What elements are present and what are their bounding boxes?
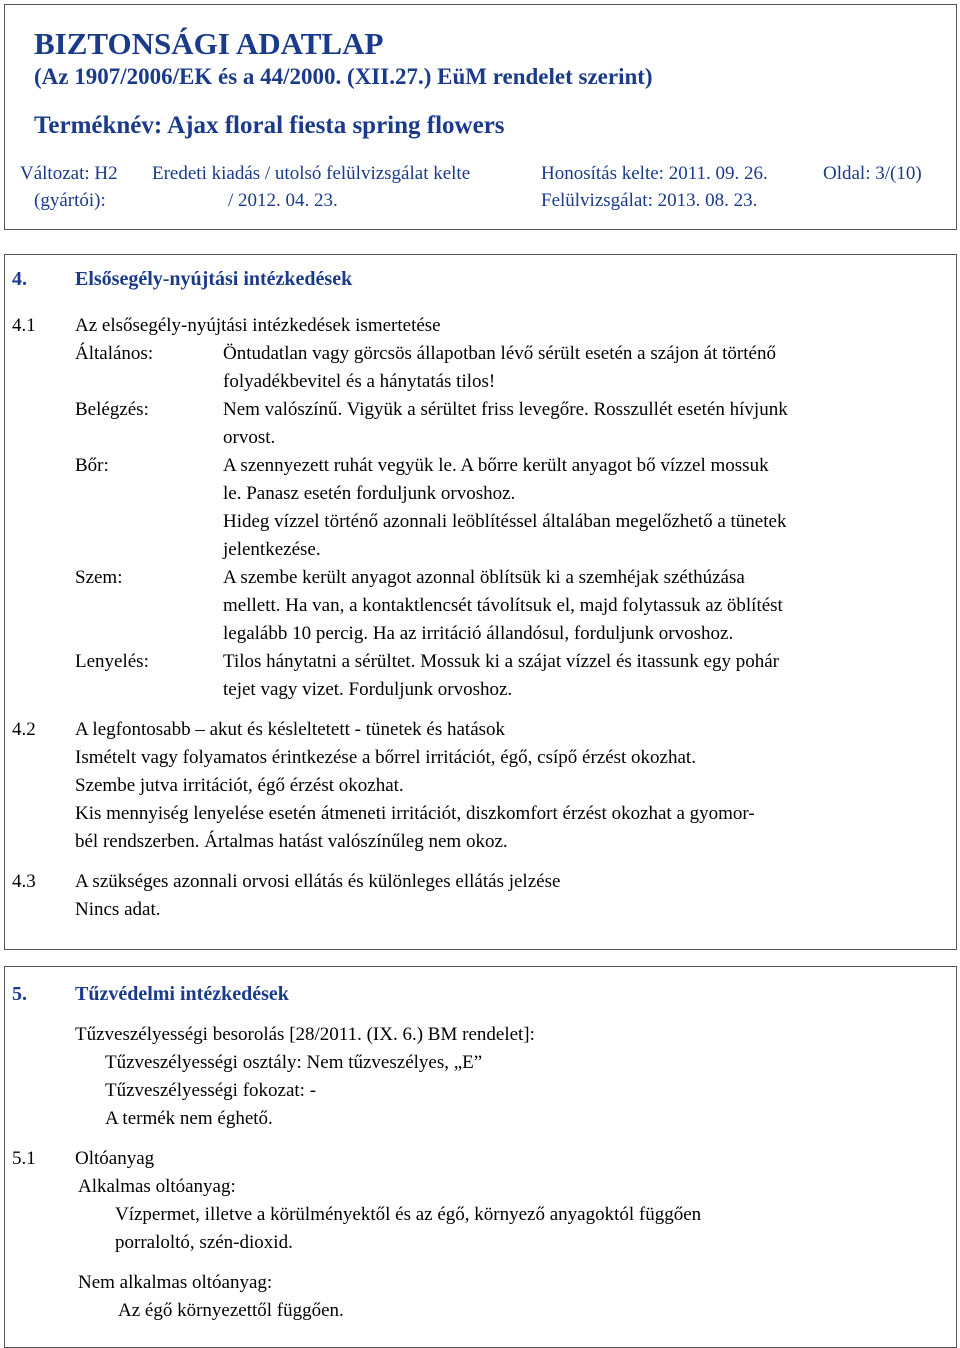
fire-class-title: Tűzveszélyességi besorolás [28/2011. (IX. 6.) BM rendelet]:	[75, 1024, 535, 1045]
fire-class-line-3: A termék nem éghető.	[105, 1108, 273, 1129]
product-name: Terméknév: Ajax floral fiesta spring flowers	[34, 112, 505, 139]
ingestion-text-2: tejet vagy vizet. Forduljunk orvoshoz.	[223, 679, 513, 700]
fire-class-line-2: Tűzveszélyességi fokozat: -	[105, 1080, 317, 1101]
version-label: Változat: H2	[20, 163, 118, 184]
suitable-media-text-1: Vízpermet, illetve a körülményektől és az égő, környező anyagoktól függően	[115, 1204, 702, 1225]
eye-text-3: legalább 10 percig. Ha az irritáció állandósul, forduljunk orvoshoz.	[223, 623, 734, 644]
section-4-2-title: A legfontosabb – akut és késleltetett - tünetek és hatások	[75, 719, 506, 740]
section-5-1-number: 5.1	[12, 1148, 36, 1169]
suitable-media-text-2: porraloltó, szén-dioxid.	[115, 1232, 293, 1253]
section-4-2-text-2: Szembe jutva irritációt, égő érzést okozhat.	[75, 775, 404, 796]
skin-label: Bőr:	[75, 455, 109, 476]
section-4-number: 4.	[12, 268, 27, 290]
section-4-1-number: 4.1	[12, 315, 36, 336]
validation-date: Honosítás kelte: 2011. 09. 26.	[541, 163, 768, 184]
ingestion-label: Lenyelés:	[75, 651, 149, 672]
general-text-1: Öntudatlan vagy görcsös állapotban lévő sérült esetén a szájon át történő	[223, 343, 776, 364]
eye-text-1: A szembe került anyagot azonnal öblítsük ki a szemhéjak széthúzása	[223, 567, 745, 588]
original-issue-label: Eredeti kiadás / utolsó felülvizsgálat kelte	[152, 163, 471, 184]
ingestion-text-1: Tilos hánytatni a sérültet. Mossuk ki a szájat vízzel és itassunk egy pohár	[223, 651, 780, 672]
unsuitable-media-label: Nem alkalmas oltóanyag:	[78, 1272, 273, 1293]
section-5-number: 5.	[12, 983, 27, 1005]
eye-label: Szem:	[75, 567, 123, 588]
section-4-2-text-4: bél rendszerben. Ártalmas hatást valószínűleg nem okoz.	[75, 831, 508, 852]
section-4-2-text-3: Kis mennyiség lenyelése esetén átmeneti irritációt, diszkomfort érzést okozhat a gyomor-	[75, 803, 755, 824]
inhalation-text-2: orvost.	[223, 427, 276, 448]
section-4-3-number: 4.3	[12, 871, 36, 892]
section-5-title: Tűzvédelmi intézkedések	[75, 983, 289, 1005]
skin-text-4: jelentkezése.	[223, 539, 321, 560]
inhalation-text-1: Nem valószínű. Vigyük a sérültet friss levegőre. Rosszullét esetén hívjunk	[223, 399, 788, 420]
skin-text-2: le. Panasz esetén forduljunk orvoshoz.	[223, 483, 516, 504]
section-5-1-title: Oltóanyag	[75, 1148, 155, 1169]
section-4-1-title: Az elsősegély-nyújtási intézkedések ismertetése	[75, 315, 441, 336]
section-4-title: Elsősegély-nyújtási intézkedések	[75, 268, 353, 290]
version-sub: (gyártói):	[34, 190, 106, 211]
skin-text-3: Hideg vízzel történő azonnali leöblítéssel általában megelőzhető a tünetek	[223, 511, 787, 532]
document-title: BIZTONSÁGI ADATLAP	[34, 26, 384, 61]
section-4-2-text-1: Ismételt vagy folyamatos érintkezése a bőrrel irritációt, égő, csípő érzést okozhat.	[75, 747, 696, 768]
eye-text-2: mellett. Ha van, a kontaktlencsét távolítsuk el, majd folytassuk az öblítést	[223, 595, 783, 616]
page-number: Oldal: 3/(10)	[823, 163, 922, 184]
general-label: Általános:	[75, 343, 154, 364]
general-text-2: folyadékbevitel és a hánytatás tilos!	[223, 371, 496, 392]
document-subtitle: (Az 1907/2006/EK és a 44/2000. (XII.27.) EüM rendelet szerint)	[34, 64, 653, 89]
section-4-3-title: A szükséges azonnali orvosi ellátás és különleges ellátás jelzése	[75, 871, 561, 892]
inhalation-label: Belégzés:	[75, 399, 149, 420]
section-4-2-number: 4.2	[12, 719, 36, 740]
suitable-media-label: Alkalmas oltóanyag:	[78, 1176, 236, 1197]
fire-class-line-1: Tűzveszélyességi osztály: Nem tűzveszélyes, „E”	[105, 1052, 483, 1073]
skin-text-1: A szennyezett ruhát vegyük le. A bőrre került anyagot bő vízzel mossuk	[223, 455, 769, 476]
unsuitable-media-text-1: Az égő környezettől függően.	[118, 1300, 344, 1321]
revision-date: Felülvizsgálat: 2013. 08. 23.	[541, 190, 758, 211]
section-4-3-text-1: Nincs adat.	[75, 899, 161, 920]
original-issue-date: / 2012. 04. 23.	[228, 190, 338, 211]
